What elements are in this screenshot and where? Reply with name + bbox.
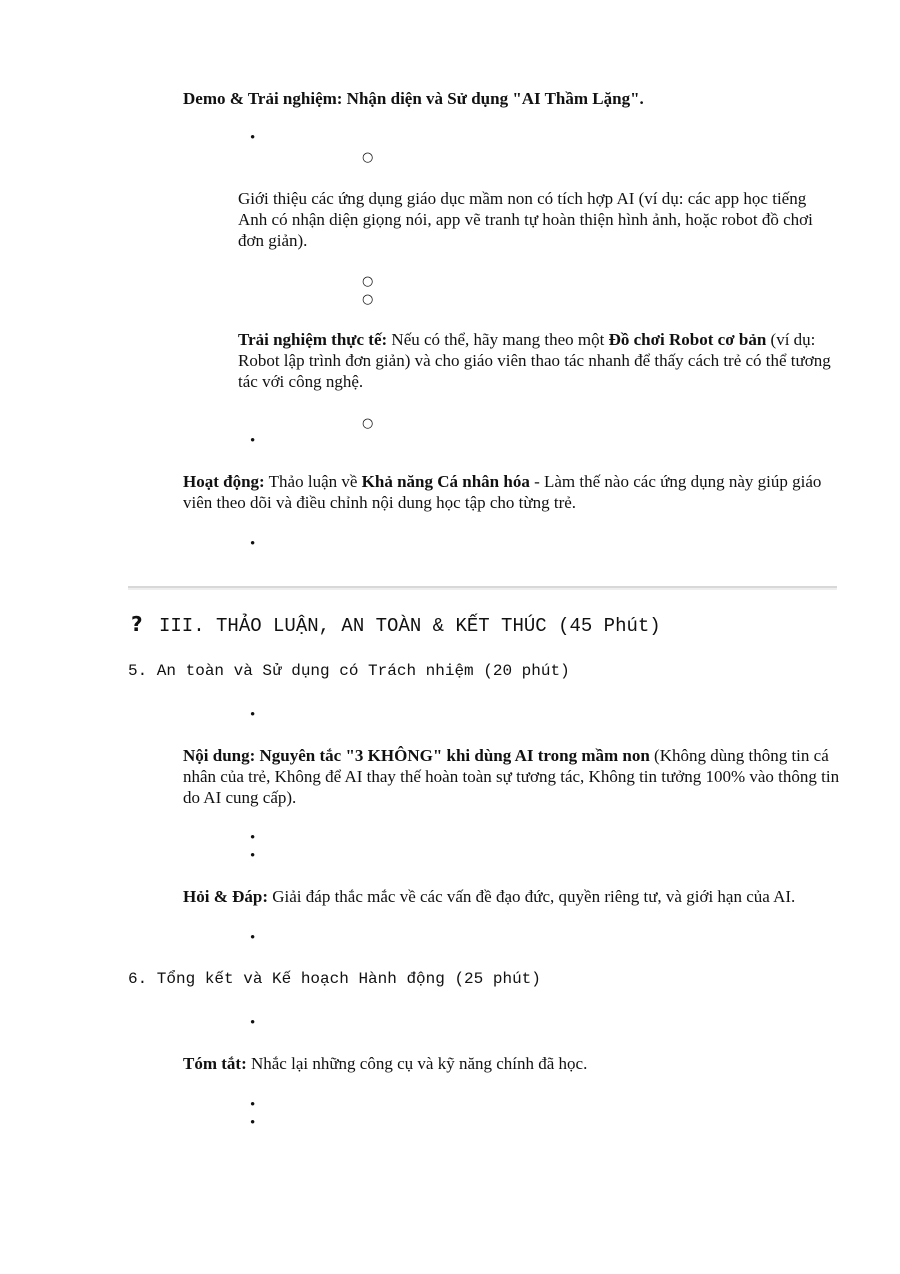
bullet: •: [250, 1015, 256, 1031]
practice-paragraph: Trải nghiệm thực tế: Nếu có thể, hãy mang theo một Đồ chơi Robot cơ bản (ví dụ: Robot lập trình đơn giản) và cho giáo viên thao tác nhanh để thấy cách trẻ có thể tương tác với công nghệ.: [238, 330, 831, 391]
circle-bullet: ○: [362, 274, 374, 289]
bullet: •: [250, 536, 256, 552]
summary-label: Tóm tắt:: [183, 1054, 247, 1073]
robot-toy-emphasis: Đồ chơi Robot cơ bản: [608, 330, 767, 349]
practice-label: Trải nghiệm thực tế:: [238, 330, 388, 349]
activity-label: Hoạt động:: [183, 472, 265, 491]
circle-bullet: ○: [362, 292, 374, 307]
bullet: •: [250, 707, 256, 723]
circle-bullet: ○: [362, 416, 374, 431]
section-divider: [128, 586, 837, 590]
bullet: •: [250, 830, 256, 846]
demo-heading: Demo & Trải nghiệm: Nhận diện và Sử dụng "AI Thầm Lặng".: [183, 89, 644, 108]
content-label: Nội dung: Nguyên tắc "3 KHÔNG" khi dùng AI trong mầm non: [183, 746, 650, 765]
summary-paragraph: Tóm tắt: Nhắc lại những công cụ và kỹ năng chính đã học.: [183, 1054, 588, 1073]
item-5-title: 5. An toàn và Sử dụng có Trách nhiệm (20 phút): [128, 662, 570, 680]
bullet: •: [250, 1115, 256, 1131]
qa-label: Hỏi & Đáp:: [183, 887, 268, 906]
bullet: •: [250, 930, 256, 946]
bullet: •: [250, 1097, 256, 1113]
intro-paragraph: Giới thiệu các ứng dụng giáo dục mầm non có tích hợp AI (ví dụ: các app học tiếng Anh có nhận diện giọng nói, app vẽ tranh tự hoàn thiện hình ảnh, hoặc robot đồ chơi đơn giản).: [238, 189, 813, 250]
personalization-emphasis: Khả năng Cá nhân hóa: [361, 472, 530, 491]
bullet: •: [250, 433, 256, 449]
question-icon: ?: [131, 612, 143, 636]
bullet: •: [250, 130, 256, 146]
content-paragraph: Nội dung: Nguyên tắc "3 KHÔNG" khi dùng AI trong mầm non (Không dùng thông tin cá nhân của trẻ, Không để AI thay thế hoàn toàn sự tương tác, Không tin tưởng 100% vào thông tin do AI cung cấp).: [183, 746, 840, 807]
circle-bullet: ○: [362, 150, 374, 165]
qa-paragraph: Hỏi & Đáp: Giải đáp thắc mắc về các vấn đề đạo đức, quyền riêng tư, và giới hạn của AI.: [183, 887, 796, 906]
bullet: •: [250, 848, 256, 864]
item-6-title: 6. Tổng kết và Kế hoạch Hành động (25 phút): [128, 970, 541, 988]
activity-paragraph: Hoạt động: Thảo luận về Khả năng Cá nhân hóa - Làm thế nào các ứng dụng này giúp giáo viên theo dõi và điều chỉnh nội dung học tập cho từng trẻ.: [183, 472, 822, 512]
section-title: III. THẢO LUẬN, AN TOÀN & KẾT THÚC (45 Phút): [159, 615, 661, 637]
